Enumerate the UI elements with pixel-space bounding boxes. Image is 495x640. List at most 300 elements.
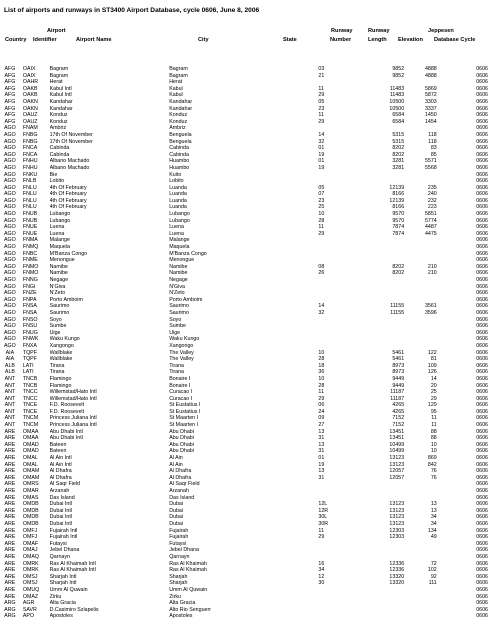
country-cell: ARE	[4, 553, 16, 560]
runway-number-cell	[300, 330, 367, 337]
table-row	[0, 204, 495, 211]
elevation-cell: 1454	[424, 118, 437, 125]
elevation-cell: 102	[427, 567, 437, 574]
runway-number-cell	[300, 343, 367, 350]
table-row	[0, 270, 495, 277]
city-cell: Fujairah	[169, 527, 189, 534]
city-cell: Cabinda	[169, 145, 189, 152]
database-cycle-cell: 0606	[476, 455, 488, 462]
state-cell	[271, 119, 300, 126]
country-cell: ARE	[4, 560, 16, 567]
elevation-cell	[404, 541, 437, 548]
table-row	[0, 369, 495, 376]
airport-name-cell: F.D. Roosevelt	[49, 402, 85, 409]
runway-number-cell: 29	[318, 534, 325, 541]
country-cell: ANT	[4, 415, 16, 422]
runway-length-cell: 5315	[392, 138, 405, 145]
airport-name-cell: Konduz	[49, 112, 68, 119]
table-row	[0, 185, 495, 192]
identifier-cell: OAKB	[22, 92, 38, 99]
database-cycle-cell: 0606	[476, 145, 488, 152]
identifier-cell: OMAD	[22, 448, 39, 455]
identifier-cell: OAUZ	[22, 112, 38, 119]
runway-length-cell: 5461	[392, 356, 405, 363]
country-cell: AGO	[4, 277, 16, 283]
state-cell	[271, 429, 300, 436]
city-cell: Futaysi	[169, 540, 187, 547]
airport-name-cell: Dubai Intl	[49, 520, 72, 527]
state-cell	[271, 455, 300, 462]
city-cell: The Valley	[169, 349, 194, 356]
elevation-cell: 122	[427, 349, 437, 356]
database-cycle-cell: 0606	[476, 481, 488, 488]
state-cell	[271, 514, 300, 521]
runway-length-cell	[368, 481, 405, 488]
database-cycle-cell: 0606	[476, 263, 488, 270]
city-cell: Ras Al Khaimah	[169, 567, 207, 574]
database-cycle-cell: 0606	[476, 257, 488, 264]
city-cell: Al Ain	[169, 455, 183, 462]
identifier-cell: OMRK	[22, 567, 39, 574]
database-cycle-cell: 0606	[476, 553, 488, 560]
runway-length-cell: 3281	[392, 158, 405, 165]
identifier-cell: FNSA	[22, 309, 37, 316]
identifier-cell: OMAM	[22, 474, 40, 481]
city-cell: Sharjah	[169, 573, 188, 580]
table-row	[0, 600, 495, 607]
airport-name-cell: Soyo	[49, 316, 62, 323]
state-cell	[271, 330, 300, 337]
runway-length-cell: 12336	[389, 567, 405, 574]
city-cell: Dubai	[169, 501, 184, 508]
database-cycle-cell: 0606	[476, 98, 488, 105]
airport-name-cell: Fujairah Intl	[49, 534, 78, 541]
city-cell: Namibe	[169, 270, 188, 277]
city-cell: Curacao I	[169, 395, 193, 402]
database-cycle-cell: 0606	[476, 112, 488, 119]
elevation-cell: 109	[427, 362, 437, 369]
runway-number-cell	[300, 284, 367, 291]
airport-name-cell: N'Giva	[49, 283, 66, 290]
runway-number-cell	[300, 336, 367, 343]
identifier-cell: OMDB	[22, 520, 39, 527]
runway-number-cell: 11	[318, 389, 324, 396]
runway-number-cell: 03	[318, 66, 325, 72]
database-cycle-cell: 0606	[476, 72, 488, 79]
table-row	[0, 561, 495, 568]
database-cycle-cell: 0606	[476, 250, 488, 257]
database-cycle-cell: 0606	[476, 586, 488, 593]
identifier-cell: TNCE	[22, 402, 38, 409]
elevation-cell	[404, 251, 437, 258]
city-cell: Alto Rio Senguerr	[169, 606, 211, 613]
runway-number-cell: 14	[318, 303, 325, 310]
city-cell: Bagram	[169, 72, 188, 79]
database-cycle-cell: 0606	[476, 580, 488, 587]
state-cell	[271, 231, 300, 238]
table-row	[0, 574, 495, 581]
runway-number-cell: 01	[318, 145, 325, 152]
country-cell: AGO	[4, 283, 16, 290]
table-row	[0, 501, 495, 508]
identifier-cell: OMAL	[22, 455, 38, 462]
airport-name-cell: Albano Machado	[49, 164, 90, 171]
city-cell: Bagram	[169, 66, 188, 72]
airport-name-cell: Ras Al Khaimah Intl	[49, 560, 96, 567]
table-row	[0, 528, 495, 535]
runway-length-cell: 13123	[389, 507, 405, 514]
elevation-cell: 5774	[424, 217, 437, 224]
identifier-cell: OAIX	[22, 66, 36, 72]
city-cell: Al Dhafra	[169, 474, 192, 481]
runway-number-cell: 28	[318, 356, 325, 363]
country-cell: AGO	[4, 197, 16, 204]
runway-length-cell	[368, 587, 405, 594]
database-cycle-cell: 0606	[476, 158, 488, 165]
state-cell	[271, 508, 300, 515]
runway-length-cell: 9449	[392, 382, 405, 389]
table-row	[0, 514, 495, 521]
runway-number-cell	[300, 594, 367, 601]
state-cell	[271, 185, 300, 192]
table-row	[0, 119, 495, 126]
airport-name-cell: Bagram	[49, 72, 69, 79]
identifier-cell: TNCM	[22, 415, 39, 422]
runway-length-cell: 12139	[389, 184, 405, 191]
table-row	[0, 66, 495, 73]
airport-name-cell: Al Ain Intl	[49, 461, 72, 468]
database-cycle-cell: 0606	[476, 105, 488, 112]
database-cycle-cell: 0606	[476, 507, 488, 514]
runway-length-cell: 7874	[392, 230, 405, 237]
page-title: List of airports and runways in ST3400 Airport Database, cycle 0606, June 8, 2006	[4, 7, 260, 14]
airport-name-cell: Abu Dhabi Intl	[49, 435, 83, 442]
runway-number-cell: 11	[318, 85, 324, 92]
table-row	[0, 211, 495, 218]
elevation-cell: 210	[427, 270, 437, 277]
table-row	[0, 251, 495, 258]
city-cell: Qarnayn	[169, 553, 190, 560]
city-cell: Dubai	[169, 514, 184, 521]
table-row	[0, 580, 495, 587]
runway-number-cell: 31	[318, 435, 325, 442]
country-cell: ARE	[4, 501, 16, 508]
database-cycle-cell: 0606	[476, 283, 488, 290]
runway-length-cell: 13320	[389, 573, 405, 580]
runway-number-cell	[300, 607, 367, 614]
table-row	[0, 587, 495, 594]
country-cell: ARE	[4, 540, 16, 547]
state-cell	[271, 554, 300, 561]
runway-number-cell	[300, 251, 367, 258]
city-cell: Ras Al Khaimah	[169, 560, 207, 567]
airport-name-cell: Zirku	[49, 593, 62, 600]
state-cell	[271, 534, 300, 541]
runway-number-cell: 13	[318, 468, 325, 475]
identifier-cell: OMDB	[22, 507, 39, 514]
runway-length-cell	[368, 79, 405, 86]
database-cycle-cell: 0606	[476, 435, 488, 442]
runway-number-cell: 11	[318, 527, 324, 534]
table-row	[0, 73, 495, 80]
airport-name-cell: Princess Juliana Intl	[49, 415, 97, 422]
table-row	[0, 429, 495, 436]
state-cell	[271, 99, 300, 106]
airport-name-cell: 17th Of November	[49, 131, 93, 138]
runway-length-cell	[368, 125, 405, 132]
runway-number-cell: 30	[318, 580, 325, 587]
airport-name-cell: Dubai Intl	[49, 501, 72, 508]
table-row	[0, 396, 495, 403]
runway-number-cell: 07	[318, 191, 325, 198]
elevation-cell	[404, 244, 437, 251]
country-cell: ARE	[4, 448, 16, 455]
airport-name-cell: Maquela	[49, 244, 70, 251]
airport-name-cell: Abu Dhabi Intl	[49, 428, 83, 435]
airport-name-cell: Malange	[49, 237, 70, 244]
identifier-cell: OMAQ	[22, 553, 40, 560]
header-state: State	[283, 37, 297, 43]
runway-length-cell	[368, 600, 405, 607]
identifier-cell: FNCA	[22, 151, 38, 158]
table-row	[0, 495, 495, 502]
country-cell: ARG	[4, 606, 16, 613]
city-cell: Saurimo	[169, 309, 189, 316]
airport-name-cell: Bie	[49, 171, 58, 178]
runway-number-cell: 32	[318, 309, 325, 316]
country-cell: ARE	[4, 435, 16, 442]
country-cell: ALB	[4, 362, 15, 369]
airport-name-cell: D.Casimiro Szlapelis	[49, 606, 99, 613]
airport-name-cell: N'Zeto	[49, 290, 66, 297]
elevation-cell: 88	[430, 428, 437, 435]
identifier-cell: FNPA	[22, 296, 37, 303]
database-cycle-cell: 0606	[476, 309, 488, 316]
elevation-cell: 232	[427, 197, 437, 204]
elevation-cell: 20	[430, 382, 437, 389]
runway-number-cell: 30R	[318, 520, 329, 527]
airport-name-cell: Wallblake	[49, 349, 73, 356]
city-cell: Tirana	[169, 362, 185, 369]
runway-length-cell: 11187	[390, 389, 405, 396]
elevation-cell	[404, 613, 437, 620]
country-cell: AGO	[4, 257, 16, 264]
identifier-cell: OMAJ	[22, 547, 38, 554]
country-cell: AFG	[4, 72, 16, 79]
database-cycle-cell: 0606	[476, 540, 488, 547]
database-cycle-cell: 0606	[476, 547, 488, 554]
runway-number-cell: 34	[318, 567, 325, 574]
state-cell	[271, 145, 300, 152]
table-row	[0, 277, 495, 284]
elevation-cell: 5568	[424, 164, 437, 171]
state-cell	[271, 376, 300, 383]
city-cell: Curacao I	[169, 389, 193, 396]
header-runway-2: Runway	[368, 28, 390, 34]
country-cell: AGO	[4, 296, 16, 303]
city-cell: Kandahar	[169, 98, 193, 105]
country-cell: AGO	[4, 171, 16, 178]
database-cycle-cell: 0606	[476, 184, 488, 191]
database-cycle-cell: 0606	[476, 593, 488, 600]
table-row	[0, 290, 495, 297]
table-row	[0, 86, 495, 93]
runway-number-cell: 25	[318, 204, 325, 211]
runway-number-cell: 01	[318, 455, 325, 462]
database-cycle-cell: 0606	[476, 415, 488, 422]
runway-number-cell: 30L	[318, 514, 328, 521]
identifier-cell: FNXA	[22, 342, 37, 349]
table-row	[0, 448, 495, 455]
city-cell: Alta Gracia	[169, 600, 196, 607]
runway-length-cell: 10500	[389, 98, 405, 105]
airport-name-cell: Lobito	[49, 178, 65, 185]
city-cell: Cabinda	[169, 151, 189, 158]
elevation-cell: 4888	[424, 66, 437, 72]
state-cell	[271, 79, 300, 86]
state-cell	[271, 521, 300, 528]
database-cycle-cell: 0606	[476, 85, 488, 92]
city-cell: Lubango	[169, 211, 190, 218]
elevation-cell: 25	[430, 389, 437, 396]
city-cell: Porto Amboim	[169, 296, 203, 303]
identifier-cell: OMAM	[22, 468, 40, 475]
state-cell	[271, 369, 300, 376]
runway-length-cell	[368, 297, 405, 304]
state-cell	[271, 574, 300, 581]
database-cycle-cell: 0606	[476, 514, 488, 521]
table-row	[0, 145, 495, 152]
elevation-cell	[404, 297, 437, 304]
elevation-cell: 72	[430, 560, 437, 567]
identifier-cell: FNUG	[22, 329, 38, 336]
elevation-cell: 111	[428, 580, 437, 587]
country-cell: AGO	[4, 138, 16, 145]
city-cell: Menongue	[169, 257, 195, 264]
country-cell: ARE	[4, 567, 16, 574]
identifier-cell: OMAA	[22, 435, 39, 442]
airport-name-cell: Al Dhafra	[49, 474, 72, 481]
country-cell: ARE	[4, 455, 16, 462]
country-cell: ARE	[4, 534, 16, 541]
database-cycle-cell: 0606	[476, 494, 488, 501]
table-row	[0, 237, 495, 244]
elevation-cell	[404, 607, 437, 614]
country-cell: ANT	[4, 422, 16, 429]
database-cycle-cell: 0606	[476, 244, 488, 251]
database-cycle-cell: 0606	[476, 448, 488, 455]
state-cell	[271, 112, 300, 119]
table-row	[0, 376, 495, 383]
country-cell: ARE	[4, 593, 16, 600]
runway-length-cell: 7874	[392, 224, 405, 231]
table-row	[0, 521, 495, 528]
runway-number-cell	[300, 277, 367, 284]
elevation-cell	[404, 330, 437, 337]
airport-name-cell: Ambriz	[49, 125, 67, 132]
elevation-cell: 223	[427, 204, 437, 211]
runway-length-cell: 13123	[389, 514, 405, 521]
state-cell	[271, 422, 300, 429]
city-cell: Herat	[169, 79, 183, 86]
city-cell: Malange	[169, 237, 190, 244]
database-cycle-cell: 0606	[476, 270, 488, 277]
runway-length-cell: 11187	[390, 395, 405, 402]
database-cycle-cell: 0606	[476, 217, 488, 224]
runway-length-cell	[368, 237, 405, 244]
elevation-cell: 95	[430, 408, 437, 415]
state-cell	[271, 567, 300, 574]
runway-number-cell: 05	[318, 184, 325, 191]
elevation-cell	[404, 336, 437, 343]
city-cell: Das Island	[169, 494, 195, 501]
state-cell	[271, 409, 300, 416]
elevation-cell: 869	[427, 455, 437, 462]
state-cell	[271, 244, 300, 251]
city-cell: Bonaire I	[169, 375, 191, 382]
database-cycle-cell: 0606	[476, 303, 488, 310]
elevation-cell: 4487	[424, 224, 437, 231]
runway-number-cell: 01	[318, 158, 325, 165]
country-cell: AGO	[4, 217, 16, 224]
city-cell: Al Dhafra	[169, 468, 192, 475]
identifier-cell: TQPF	[22, 356, 37, 363]
database-cycle-cell: 0606	[476, 349, 488, 356]
runway-number-cell: 28	[318, 382, 325, 389]
database-cycle-cell: 0606	[476, 125, 488, 132]
country-cell: ARE	[4, 580, 16, 587]
airport-name-cell: Willemstad/Hato Intl	[49, 395, 97, 402]
database-cycle-cell: 0606	[476, 395, 488, 402]
runway-number-cell: 12	[318, 573, 325, 580]
table-row	[0, 343, 495, 350]
state-cell	[271, 580, 300, 587]
country-cell: AGO	[4, 145, 16, 152]
city-cell: Dubai	[169, 507, 184, 514]
runway-length-cell: 9852	[392, 66, 405, 72]
table-row	[0, 310, 495, 317]
table-row	[0, 165, 495, 172]
state-cell	[271, 435, 300, 442]
country-cell: ARE	[4, 527, 16, 534]
city-cell: St Eustatius I	[169, 402, 201, 409]
runway-length-cell: 7152	[392, 422, 405, 429]
table-row	[0, 350, 495, 357]
runway-length-cell: 7152	[392, 415, 405, 422]
runway-number-cell	[300, 244, 367, 251]
state-cell	[271, 224, 300, 231]
runway-number-cell	[300, 600, 367, 607]
country-cell: AGO	[4, 270, 16, 277]
state-cell	[271, 264, 300, 271]
table-body	[0, 66, 495, 620]
country-cell: AGO	[4, 131, 16, 138]
state-cell	[271, 257, 300, 264]
runway-number-cell: 26	[318, 270, 325, 277]
elevation-cell	[404, 488, 437, 495]
runway-length-cell: 8202	[392, 270, 405, 277]
airport-name-cell: 4th Of February	[49, 204, 87, 211]
state-cell	[271, 336, 300, 343]
database-cycle-cell: 0606	[476, 389, 488, 396]
database-cycle-cell: 0606	[476, 468, 488, 475]
runway-number-cell: 29	[318, 92, 325, 99]
airport-name-cell: Fujairah Intl	[49, 527, 78, 534]
country-cell: ARE	[4, 488, 16, 494]
city-cell: Fujairah	[169, 534, 189, 541]
database-cycle-cell: 0606	[476, 118, 488, 125]
runway-number-cell	[300, 613, 367, 620]
